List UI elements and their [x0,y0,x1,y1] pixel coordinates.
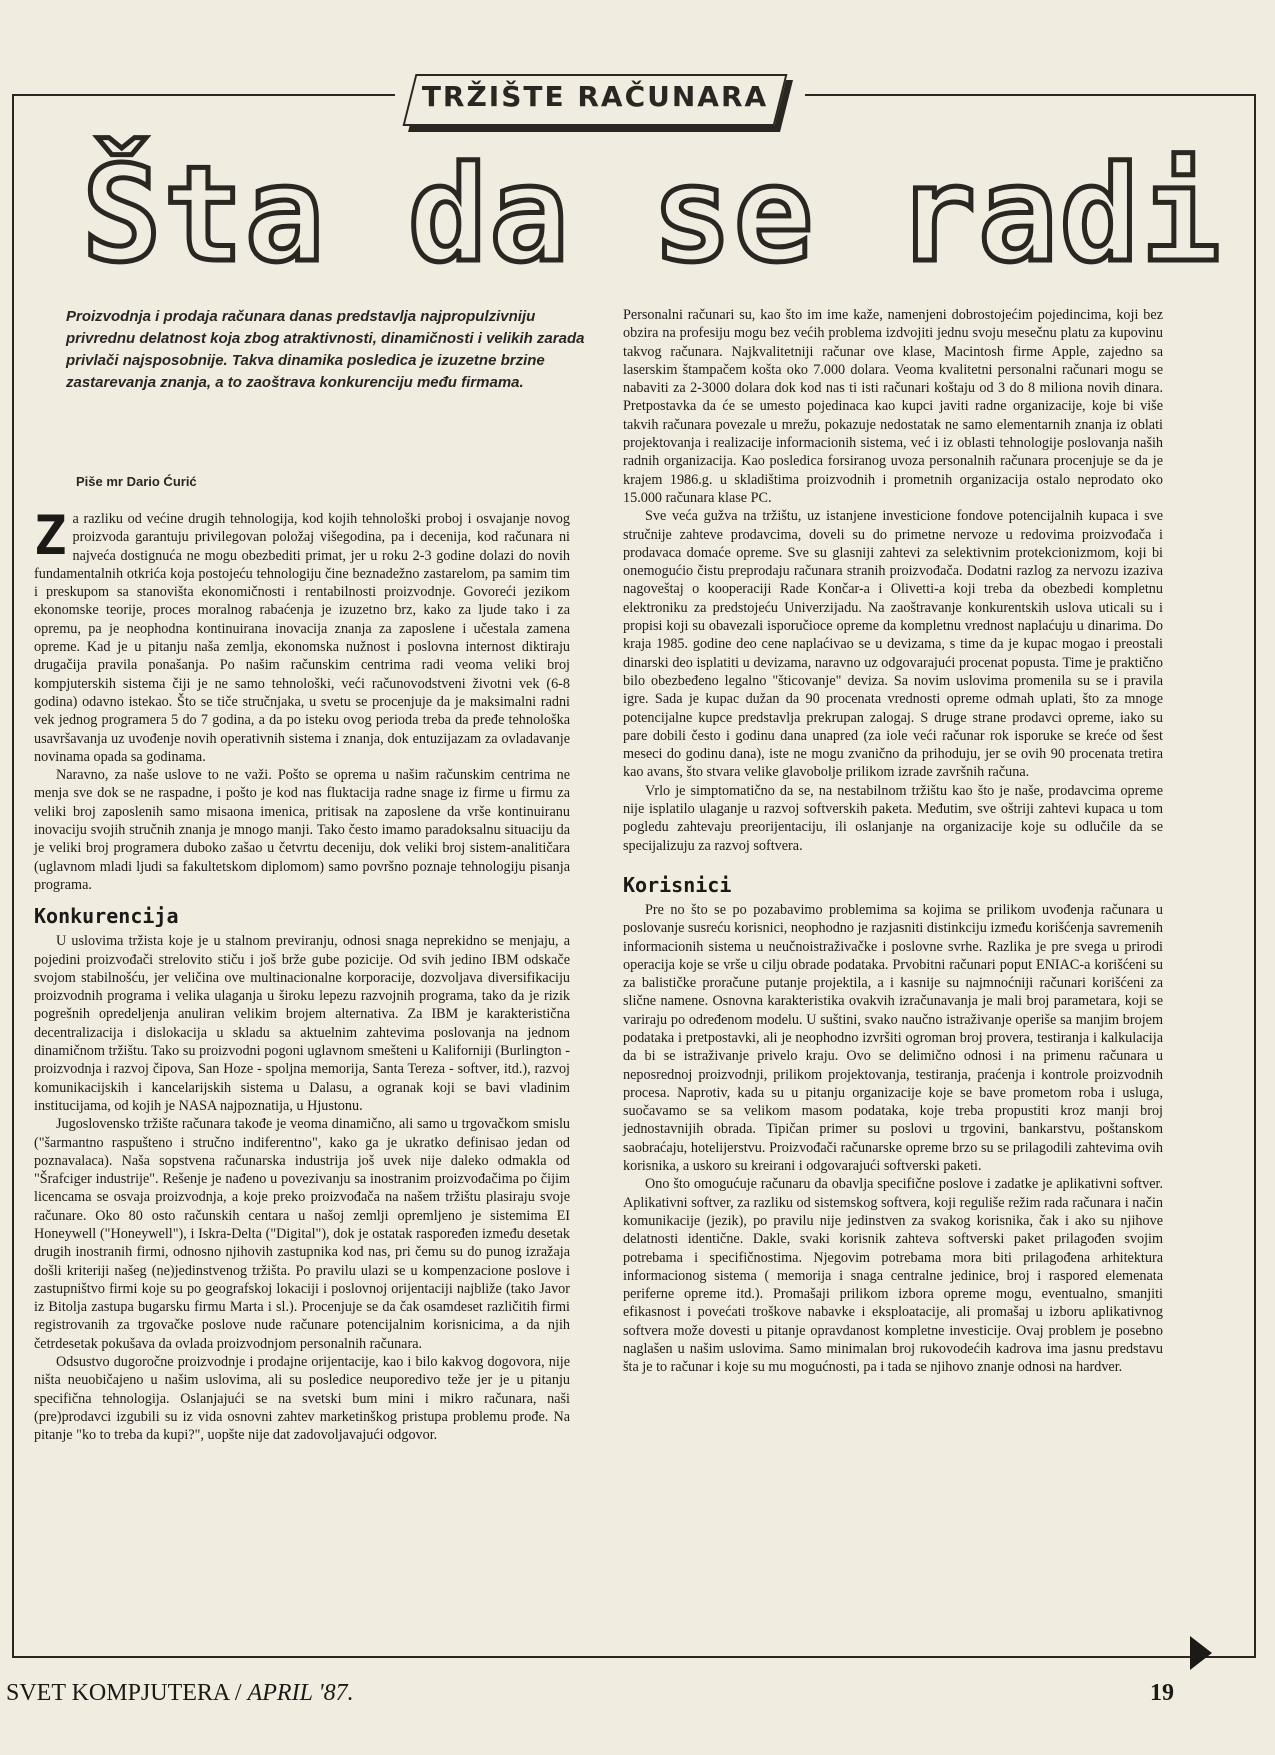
intro-text: a razliku od većine drugih tehnologija, kod kojih tehnološki proboj i osvajanje novog proizvoda garantuju privilegovan položaj višegodina, pa i decenija, kod računara ni najveća dostignuća ne mogu obezbediti primat, jer u roku 2-3 godine dolazi do novih fundamentalnih otkrića koja postojeću tehnologiju čine beznadežno zastarelom, pa samim tim i preskupom sa stanovišta ekonomičnosti i rentabilnosti proizvodnje. Govoreći jezikom ekonomske teorije, proces moralnog rabaćenja je izuzetno brz, kako za ljude tako i za opremu, pa je neophodna kontinuirana inovacija znanja za zaposlene i učestala zamena opreme. Kad je u pitanju naša zemlja, ekonomska nužnost i poslovna internost diktiraju drugačija pravila ponašanja. Po našim računskim centrima radi veoma veliki broj kompjuterskih sistema čiji je ne samo tehnološki, veći računovodstveni životni vek (6-8 godina) odavno istekao. Što se tiče stručnjaka, u svetu se procenjuje da je maksimalni radni vek jednog programera 5 do 7 godina, a da po isteku ovog perioda treba da pređe tehnološka usavršavanja uz uvođenje novih operativnih sistema i znanja, dok entuzijazam za ovladavanje novinama opada sa godinama. [34,511,570,765]
paragraph: Odsustvo dugoročne proizvodnje i prodajne orijentacije, kao i bilo kakvog dogovora, nije ništa neuobičajeno u našim uslovima, ali su posledice neuporedivo teže jer je u pitanju specifična tehnologija. Oslanjajući se na svetski bum mini i mikro računara, naši (pre)prodavci izgubili su iz vida osnovni zahtev marketinškog pristupa problemu prođe. Na pitanje "ko to treba da kupi?", uopšte nije dat zadovoljavajući odgovor. [34,1354,570,1444]
continue-arrow-icon [1190,1636,1212,1670]
section-heading-konkurencija: Konkurencija [34,904,179,929]
paragraph: Personalni računari su, kao što im ime kaže, namenjeni dobrostojećim pojedincima, koji bez obzira na profesiju mogu bez većih problema izdvojiti jednu svoju mesečnu platu za kupovinu takvog računara. Najkvalitetniji računar ove klase, Macintosh firme Apple, zajedno sa laserskim štampačem košta oko 7.000 dolara. Veoma kvalitetni personalni računari mogu se nabaviti za 2-3000 dolara dok kod nas ti isti računari koštaju od 3 do 8 miliona novih dinara. Pretpostavka da će se umesto pojedinaca kao kupci javiti radne organizacije, koje bi više takvih računara povezale u mrežu, pokazuje nedostatak ne samo elementarnih znanja iz oblati projektovanja i realizacije informacionih sistema, već i iz oblasti tehnologije poslovanja naših radnih organizacija. Kao posledica forsiranog uvoza personalnih računara procenjuje se da je krajem 1986.g. u skladištima proizvodnih i prometnih organizacija ostalo neprodato oko 15.000 računara klase PC. [623,307,1163,506]
left-column [34,504,570,1445]
right-column [623,306,1163,1377]
issue-date: APRIL '87. [247,1680,354,1706]
paragraph: Jugoslovensko tržište računara takođe je veoma dinamično, ali samo u trgovačkom smislu ("šarmantno raspušteno i stručno indiferentno", kako ga je ukratko definisao jedan od poznavalaca). Naša sopstvena računarska industrija još uvek nije daleko odmakla od "Šrafciger industrije". Rešenje je nađeno u povezivanju sa inostranim proizvođačima po čijim licencama se osvaja proizvodnja, a koje preko proizvođača na našem tržištu plasiraju svoje računare. Oko 80 osto računskih centara u našoj zemlji opremljeno je sistemima EI Honeywell ("Honeywell"), i Iskra-Delta ("Digital"), dok je ostatak raspoređen između desetak drugih inostranih firmi, odnosno njihovih zastupnika kod nas, pri čemu su do punog izražaja došli kriteriji našeg (ne)jedinstvenog tržišta. Po pravilu ulazi se u kompenzacione poslove i zastupništvo firmi koje su po geografskoj lokaciji i poslovnoj orijentaciji najbliže (tako Javor iz Bitolja zastupa bugarsku firmu Marta i sl.). Procenjuje se da čak osamdeset različitih firmi registrovanih za trgovačke poslove nude računare potencijalnim korisnicima, a da njih četrdesetak pokušava da ovlada proizvodnjom personalnih računara. [34,1116,570,1352]
paragraph: Ono što omogućuje računaru da obavlja specifične poslove i zadatke je aplikativni softver. Aplikativni softver, za razliku od sistemskog softvera, koji reguliše režim rada računara i način komunikacije (jezik), po pravilu nije jedinstven za svakog korisnika, čak i ako su njihove delatnosti identične. Dakle, svaki korisnik zahteva softverski paket prilagođen svojim potrebama i specifičnostima. Njegovim potrebama mora biti prilagođena arhitektura informacionog sistema ( memorija i snaga centralne jedinice, broj i raspored elemenata periferne opreme itd.). Promašaji prilikom izbora opreme mogu, eventualno, smanjiti efikasnost i povećati troškove nabavke i eksploatacije, ali promašaj u izboru aplikativnog softvera može dovesti u pitanje opravdanost kompletne investicije. Ovaj problem je posebno naglašen u našim uslovima. Samo minimalan broj rukovodećih kadrova ima jasnu predstavu šta je to računar i koje su mu mogućnosti, pa i tada se njihovo znanje odnosi na hardver. [623,1176,1163,1376]
intro-paragraph [34,504,570,766]
section-tab [395,72,805,132]
paragraph: Naravno, za naše uslove to ne važi. Pošto se oprema u našim računskim centrima ne menja sve dok se ne raspadne, i pošto je kod nas fluktacija radne snage iz firme u firmu za veliki broj zaposlenih samo misaona imenica, pritisak na zaposlene da vrše kontinuiranu inovaciju svojih stručnih znanja je mnogo manji. Tako često imamo paradoksalnu situaciju da je veliki broj programera duboko zašao u četvrtu deceniju, dok veliki broj sistem-analitičara (uglavnom mladi ljudi sa fakultetskom diplomom) samo površno poznaje tehnologiju pisanja programa. [34,767,570,893]
section-heading-korisnici: Korisnici [623,872,732,897]
paragraph: U uslovima tržista koje je u stalnom previranju, odnosi snaga neprekidno se menjaju, a pojedini proizvođači strelovito stiču i još brže gube pozicije. Od svih jedino IBM odskače svojom stabilnošću, jer veličina ove multinacionalne korporacije, dozvoljava diversifikaciju proizvodnih programa i velika ulaganja u široku lepezu razvojnih programa, tako da je rizik pogrešnih opredeljenja anuliran velikim brojem alternativa. Za IBM je karakteristična decentralizacija i dislokacija u skladu sa aktuelnim zahtevima poslovanja na jednom dinamičnom tržištu. Tako su proizvodni pogoni uglavnom smešteni u Kaliforniji (Burlington - proizvodnja i razvoj čipova, San Hoze - spoljna memorija, Santa Tereza - softver, itd.), razvoj komunikacijskih i kancelarijskih sistema u Dalasu, a ogranak koji se bavi vladinim institucijama, od kojih je NASA najpoznatija, u Hjustonu. [34,933,570,1114]
article-headline: Šta da se radi [82,138,1223,292]
footer-magazine [6,1680,354,1707]
paragraph: Pre no što se po pozabavimo problemima sa kojima se prilikom uvođenja računara u poslovanje susreću korisnici, neophodno je razjasniti distinkciju između korišćenja savremenih informacionih sistema u neučnoistraživačke i poslovne svrhe. Razlika je pre svega u prirodi operacija koje se vrše u cilju obrade podataka. Prvobitni računari poput ENIAC-a korišćeni su za balističke proračune putanje projektila, a i kasnije su najmnoćniji računari korišćeni za slične namene. Osnovna karakteristika ovakvih izračunavanja je mali broj parametara, koji se variraju po određenom modelu. U suštini, svako naučno istraživanje operiše sa manjim brojem podataka i pretpostavki, ali je neophodno izvršiti ogroman broj provera, testiranja i kalkulacija da bi se istraživanje privelo kraju. Ovo se delimično odnosi i na primenu računara u neposrednoj proizvodnji, prilikom projektovanja, testiranja, praćenja i kontrole proizvodnih procesa. Naprotiv, kada su u pitanju organizacije koje se bave prometom roba i usluga, suočavamo se sa velikom masom podataka, koje treba propustiti kroz manji broj jednostavnijih obrada. Tipičan primer su poslovi u trgovini, bankarstvu, poštanskom saobraćaju, hotelijerstvu. Proizvođači računarske opreme brzo su se prilagodili zahtevima ovih korisnika, a uskoro su kreirani i odgovarajući softverski paketi. [623,901,1163,1175]
paragraph: Sve veća gužva na tržištu, uz istanjene investicione fondove potencijalnih kupaca i sve stručnije zahteve prodavcima, doveli su do primetne nervoze u redovima proizvođača i prodavaca domaće opreme. Sve su glasniji zahtevi za selektivnim protekcionizmom, koji bi onemogućio čistu preprodaju računara stranih proizvođača. Dodatni razlog za nervozu izaziva nagoveštaj o kooperaciji Rade Končar-a i Olivetti-a koji treba da obezbedi kompletnu elektroniku za predstojeću Univerzijadu. Na zaoštravanje konkurentskih uslova uticali su i propisi koji su obavezali isporučioce opreme da kompletnu vrednost naplaćuju u dinarima. Do kraja 1985. godine deo cene naplaćivao se u devizama, s time da je kupac mogao i preostali dinarski deo isplatiti u devizama, naravno uz odgovarajući procenat popusta. Time je praktično bilo obezbeđeno legalno "šticovanje" deviza. Sa novim uslovima promenila su se i pravila igre. Sada je kupac dužan da 90 procenata vrednosti opreme odmah uplati, što za mnoge potencijalne kupce predstavlja prekrupan zalogaj. S druge strane prodavci opreme, iako su pare dobili često i godinu dana unapred (za iole veći računar rok isporuke se kreće od šest meseci do godinu dana), iste ne mogu zvanično da prihoduju, jer se ovih 90 procenata tretira kao avans, što stvara velike glavobolje prilikom izrade završnih računa. [623,508,1163,781]
magazine-name: SVET KOMPJUTERA / [6,1680,242,1706]
section-title: TRŽIŠTE RAČUNARA [421,80,769,113]
article-byline: Piše mr Dario Ćurić [76,474,197,489]
page-number: 19 [1150,1680,1174,1706]
drop-cap: Z [34,504,67,567]
paragraph: Vrlo je simptomatično da se, na nestabilnom tržištu kao što je naše, prodavcima opreme nije isplatilo ulaganje u razvoj softverskih paketa. Međutim, sve oštriji zahtevi kupaca u tom pogledu zahtevaju preorijentaciju, ili oslanjanje na organizacije koje su odlučile da se specijalizuju za razvoj softvera. [623,782,1163,854]
article-lead: Proizvodnja i prodaja računara danas predstavlja najpropulzivniju privrednu delatnost koja zbog atraktivnosti, dinamičnosti i velikih zarada privlači najsposobnije. Takva dinamika posledica je izuzetne brzine zastarevanja znanja, a to zaoštrava konkurenciju među firmama. [66,308,585,391]
